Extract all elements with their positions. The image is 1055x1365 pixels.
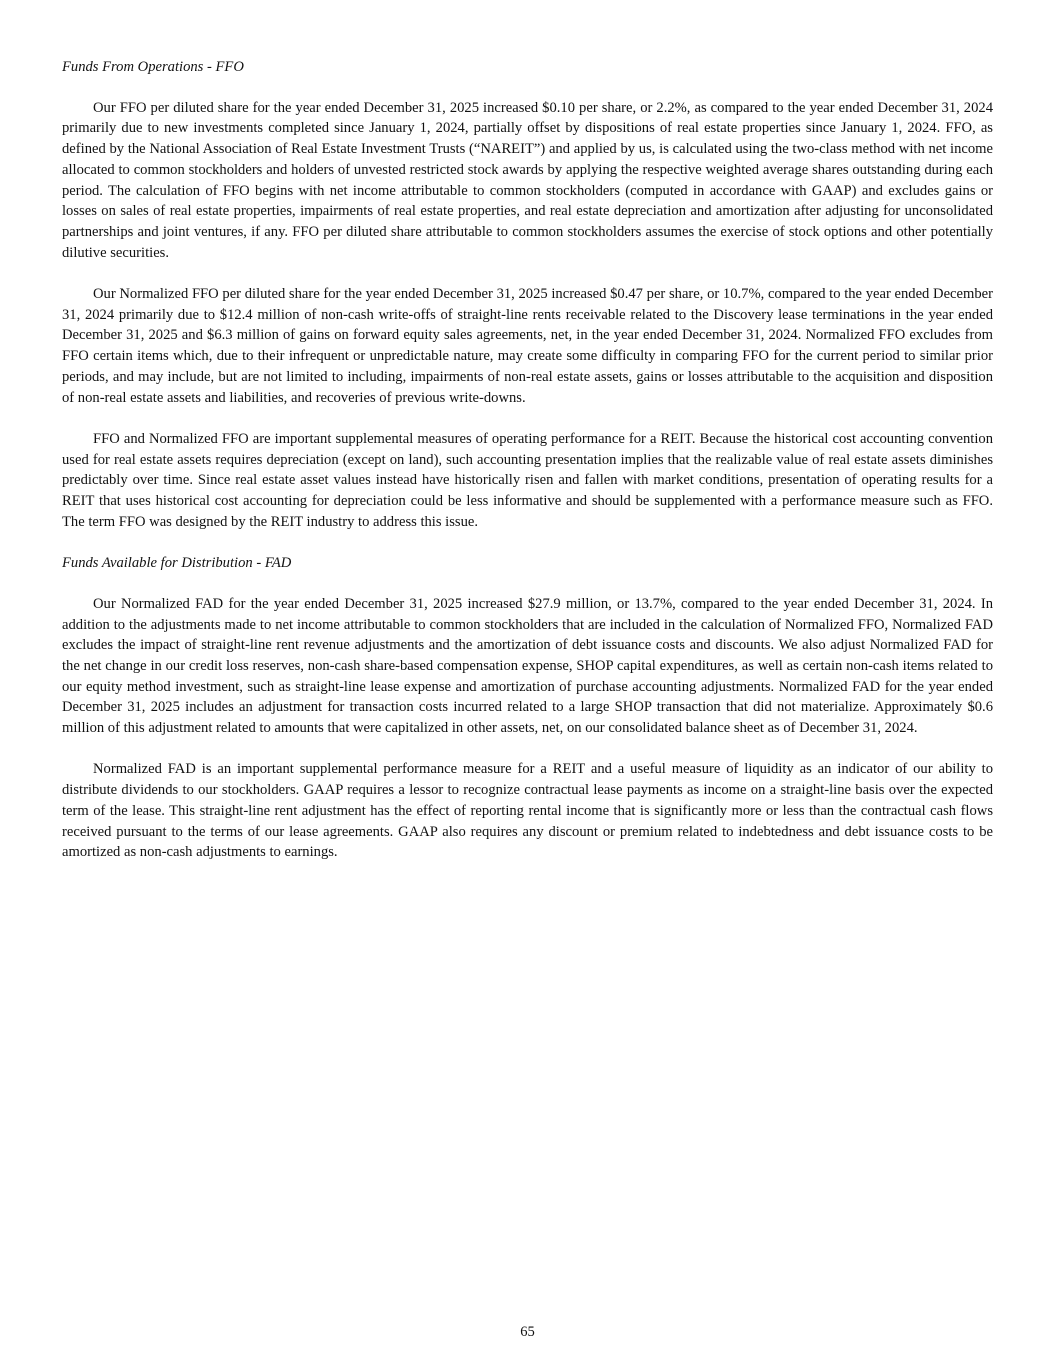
fad-paragraph-1: Our Normalized FAD for the year ended December 31, 2025 increased $27.9 million, or 13.7%, compared to the year ended December 31, 2024. In addition to the adjustments made to net income attributable to common stockholders that are included in the calculation of Normalized FFO, Normalized FAD excludes the impact of straight-line rent revenue adjustments and the amortization of debt issuance costs and discounts. We also adjust Normalized FAD for the net change in our credit loss reserves, non-cash share-based compensation expense, SHOP capital expenditures, as well as certain non-cash items related to our equity method investment, such as straight-line lease expense and amortization of purchase accounting adjustments. Normalized FAD for the year ended December 31, 2025 includes an adjustment for transaction costs incurred related to a large SHOP transaction that did not materialize. Approximately $0.6 million of this adjustment related to amounts that were capitalized in other assets, net, on our consolidated balance sheet as of December 31, 2024. xyxy=(62,595,993,737)
section-ffo xyxy=(62,57,993,532)
ffo-paragraph-1: Our FFO per diluted share for the year ended December 31, 2025 increased $0.10 per share, or 2.2%, as compared to the year ended December 31, 2024 primarily due to new investments completed since January 1, 2024, partially offset by dispositions of real estate properties since January 1, 2024. FFO, as defined by the National Association of Real Estate Investment Trusts (“NAREIT”) and applied by us, is calculated using the two-class method with net income allocated to common stockholders and holders of unvested restricted stock awards by applying the respective weighted average shares outstanding during each period. The calculation of FFO begins with net income attributable to common stockholders (computed in accordance with GAAP) and excludes gains or losses on sales of real estate properties, impairments of real estate properties, and real estate depreciation and amortization after adjusting for unconsolidated partnerships and joint ventures, if any. FFO per diluted share attributable to common stockholders assumes the exercise of stock options and other potentially dilutive securities. xyxy=(62,99,993,261)
section-heading-ffo: Funds From Operations - FFO xyxy=(62,59,244,75)
ffo-paragraph-3: FFO and Normalized FFO are important supplemental measures of operating performance for a REIT. Because the historical cost accounting convention used for real estate assets requires depreciation (except on land), such accounting presentation implies that the realizable value of real estate assets diminishes predictably over time. Since real estate asset values instead have historically risen and fallen with market conditions, presentation of operating results for a REIT that uses historical cost accounting for depreciation could be less informative and should be supplemented with a performance measure such as FFO. The term FFO was designed by the REIT industry to address this issue. xyxy=(62,430,993,530)
page-number: 65 xyxy=(520,1324,535,1340)
fad-paragraph-2: Normalized FAD is an important supplemental performance measure for a REIT and a useful measure of liquidity as an indicator of our ability to distribute dividends to our stockholders. GAAP requires a lessor to recognize contractual lease payments as income on a straight-line basis over the expected term of the lease. This straight-line rent adjustment has the effect of reporting rental income that is significantly more or less than the contractual cash flows received pursuant to the terms of our lease agreements. GAAP also requires any discount or premium related to indebtedness and debt issuance costs to be amortized as non-cash adjustments to earnings. xyxy=(62,761,993,861)
ffo-paragraph-2: Our Normalized FFO per diluted share for the year ended December 31, 2025 increased $0.47 per share, or 10.7%, compared to the year ended December 31, 2024 primarily due to $12.4 million of non-cash write-offs of straight-line rents receivable related to the Discovery lease terminations in the year ended December 31, 2025 and $6.3 million of gains on forward equity sales agreements, net, in the year ended December 31, 2024. Normalized FFO excludes from FFO certain items which, due to their infrequent or unpredictable nature, may create some difficulty in comparing FFO for the current period to similar prior periods, and may include, but are not limited to including, impairments of non-real estate assets, gains or losses attributable to the acquisition and disposition of non-real estate assets and liabilities, and recoveries of previous write-downs. xyxy=(62,286,993,406)
section-heading-fad: Funds Available for Distribution - FAD xyxy=(62,555,292,572)
section-fad xyxy=(62,553,993,863)
